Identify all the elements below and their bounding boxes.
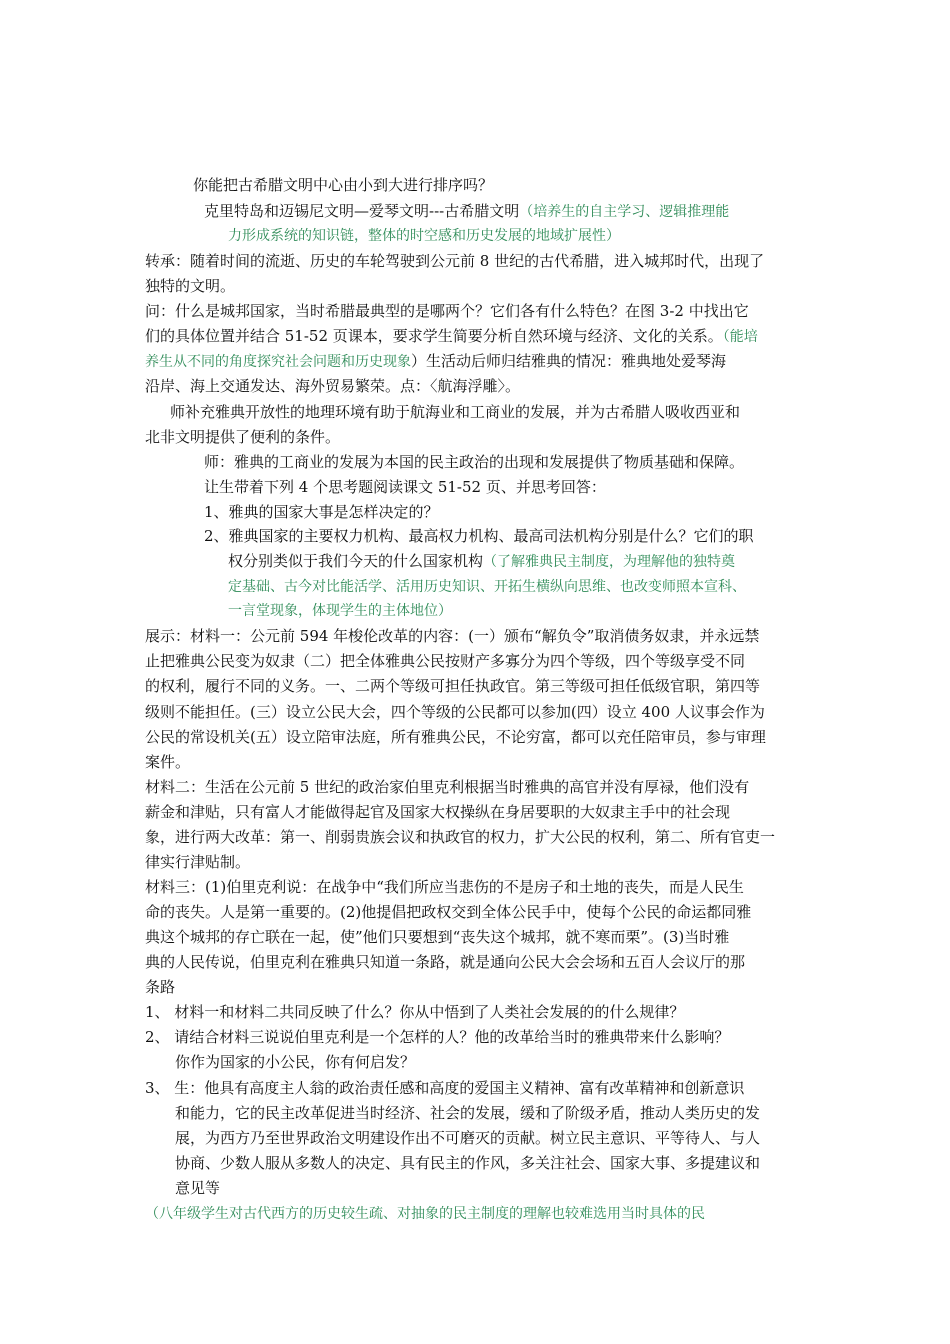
paragraph-line: 命的丧失。人是第一重要的。(2)他提倡把政权交到全体公民手中，使每个公民的命运都同雅 <box>145 903 752 921</box>
pedagogy-note: 养生从不同的角度探究社会问题和历史现象 <box>145 354 411 370</box>
paragraph-line: 案件。 <box>145 753 191 771</box>
paragraph-line: 条路 <box>145 978 176 996</box>
paragraph-line: 养生从不同的角度探究社会问题和历史现象）生活动后师归结雅典的情况：雅典地处爱琴海 <box>145 352 727 370</box>
pedagogy-note: 一言堂现象，体现学生的主体地位） <box>228 603 452 619</box>
paragraph-line: 级则不能担任。(三）设立公民大会，四个等级的公民都可以参加(四）设立 400 人议事会作为 <box>145 703 765 721</box>
list-item: 3、 生：他具有高度主人翁的政治责任感和高度的爱国主义精神、富有改革精神和创新意识 <box>145 1079 745 1097</box>
paragraph-line: 止把雅典公民变为奴隶（二）把全体雅典公民按财产多寡分为四个等级，四个等级享受不同 <box>145 652 746 670</box>
pedagogy-note: （培养生的自主学习、逻辑推理能 <box>519 204 730 220</box>
paragraph-line: 协商、少数人服从多数人的决定、具有民主的作风，多关注社会、国家大事、多提建议和 <box>175 1154 761 1172</box>
paragraph-line: 你能把古希腊文明中心由小到大进行排序吗？ <box>193 176 494 194</box>
paragraph-line: 师：雅典的工商业的发展为本国的民主政治的出现和发展提供了物质基础和保障。 <box>204 453 745 471</box>
paragraph-line: 展示：材料一：公元前 594 年梭伦改革的内容：(一）颁布“解负令”取消债务奴隶，并永远禁 <box>145 627 760 645</box>
list-item: 1、 材料一和材料二共同反映了什么？你从中悟到了人类社会发展的的什么规律？ <box>145 1003 685 1021</box>
list-item: 2、雅典国家的主要权力机构、最高权力机构、最高司法机构分别是什么？它们的职 <box>204 527 754 545</box>
paragraph-line: 和能力，它的民主改革促进当时经济、社会的发展，缓和了阶级矛盾，推动人类历史的发 <box>175 1104 761 1122</box>
paragraph-line: 典这个城邦的存亡联在一起，使”他们只要想到“丧失这个城邦，就不寒而栗”。(3)当时雅 <box>145 928 730 946</box>
paragraph-line: 们的具体位置并结合 51-52 页课本，要求学生简要分析自然环境与经济、文化的关系。（能培 <box>145 327 758 345</box>
paragraph-line: 克里特岛和迈锡尼文明—爱琴文明---古希腊文明（培养生的自主学习、逻辑推理能 <box>204 202 730 220</box>
pedagogy-note: （了解雅典民主制度，为理解他的独特奠 <box>483 554 736 570</box>
paragraph-line <box>228 598 452 623</box>
paragraph-line: 典的人民传说，伯里克利在雅典只知道一条路，就是通向公民大会会场和五百人会议厅的那 <box>145 953 746 971</box>
pedagogy-note: （八年级学生对古代西方的历史较生疏、对抽象的民主制度的理解也较难选用当时具体的民 <box>145 1206 705 1222</box>
paragraph-line: 权分别类似于我们今天的什么国家机构（了解雅典民主制度，为理解他的独特奠 <box>228 552 736 570</box>
paragraph-line: 沿岸、海上交通发达、海外贸易繁荣。点：〈航海浮雕〉。 <box>145 377 521 395</box>
paragraph-line: 转承：随着时间的流逝、历史的车轮驾驶到公元前 8 世纪的古代希腊，进入城邦时代，出现了 <box>145 252 765 270</box>
pedagogy-note: 定基础、古今对比能活学、活用历史知识、开拓生横纵向思维、也改变师照本宣科、 <box>228 579 746 595</box>
paragraph-line: 意见等 <box>175 1179 221 1197</box>
paragraph-line <box>228 574 746 599</box>
paragraph-line: 象，进行两大改革：第一、削弱贵族会议和执政官的权力，扩大公民的权利，第二、所有官吏一 <box>145 828 776 846</box>
list-item: 2、 请结合材料三说说伯里克利是一个怎样的人？他的改革给当时的雅典带来什么影响？ <box>145 1028 730 1046</box>
paragraph-line: 北非文明提供了便利的条件。 <box>145 428 341 446</box>
paragraph-line: 让生带着下列 4 个思考题阅读课文 51-52 页、并思考回答： <box>204 478 606 496</box>
list-item: 1、雅典的国家大事是怎样决定的？ <box>204 503 439 521</box>
paragraph-line: 展，为西方乃至世界政治文明建设作出不可磨灭的贡献。树立民主意识、平等待人、与人 <box>175 1129 761 1147</box>
paragraph-line: 律实行津贴制。 <box>145 853 251 871</box>
paragraph-line: 独特的文明。 <box>145 277 236 295</box>
paragraph-line: 师补充雅典开放性的地理环境有助于航海业和工商业的发展，并为古希腊人吸收西亚和 <box>170 403 741 421</box>
paragraph-line: 材料三：(1)伯里克利说：在战争中“我们所应当悲伤的不是房子和土地的丧失，而是人民生 <box>145 878 744 896</box>
pedagogy-note: （能培 <box>722 329 758 345</box>
paragraph-line: 你作为国家的小公民，你有何启发？ <box>175 1053 416 1071</box>
paragraph-line: 的权利，履行不同的义务。一、二两个等级可担任执政官。第三等级可担任低级官职，第四等 <box>145 677 761 695</box>
pedagogy-note: 力形成系统的知识链，整体的时空感和历史发展的地域扩展性） <box>228 228 620 244</box>
paragraph-line <box>228 223 620 248</box>
paragraph-line: 公民的常设机关(五）设立陪审法庭，所有雅典公民，不论穷富，都可以充任陪审员，参与审理 <box>145 728 766 746</box>
paragraph-line: 材料二：生活在公元前 5 世纪的政治家伯里克利根据当时雅典的高官并没有厚禄，他们没有 <box>145 778 750 796</box>
paragraph-line <box>145 1201 705 1226</box>
paragraph-line: 问：什么是城邦国家，当时希腊最典型的是哪两个？它们各有什么特色？在图 3-2 中找出它 <box>145 302 749 320</box>
paragraph-line: 薪金和津贴，只有富人才能做得起官及国家大权操纵在身居要职的大奴隶主手中的社会现 <box>145 803 731 821</box>
